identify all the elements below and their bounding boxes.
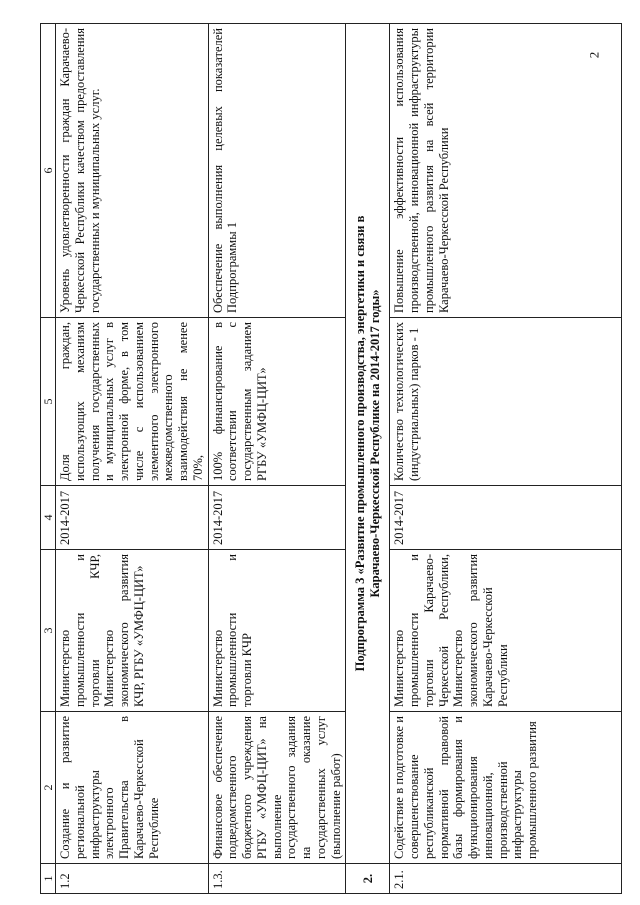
executor-cell: Министерство промышленности и торговли Карачаево-Черкесской Республики, Министерство экономического развития Карачаево-Черкесской Республики <box>390 550 622 712</box>
executor-cell: Министерство промышленности и торговли КЧР, Министерство экономического развития КЧР, РГБУ «УМФЦ-ЦИТ» <box>56 550 209 712</box>
subprogram-title <box>346 24 390 864</box>
indicator-cell: Количество технологических (индустриальных) парков - 1 <box>390 318 622 486</box>
result-cell: Повышение эффективности использования производственной, инновационной инфраструктуры промышленного развития на всей территории Карачаево-Черкесской Республики <box>390 24 622 318</box>
period-cell: 2014-2017 <box>208 486 346 550</box>
result-cell: Обеспечение выполнения целевых показателей Подпрограммы 1 <box>208 24 346 318</box>
subprogram-title-line: Карачаево-Черкесской Республике на 2014-2017 годы» <box>367 289 382 598</box>
row-number: 2.1. <box>390 864 622 894</box>
column-number: 2 <box>41 712 56 864</box>
column-number: 5 <box>41 318 56 486</box>
indicator-cell: Доля граждан, использующих механизм получения государственных и муниципальных услуг в электронной форме, в том числе с использованием элементного электронного межведомственного взаимодействия не менее 70%, <box>56 318 209 486</box>
row-number: 1.2 <box>56 864 209 894</box>
indicator-cell: 100% финансирование в соответствии с государственным заданием РГБУ «УМФЦ-ЦИТ» <box>208 318 346 486</box>
section-number: 2. <box>346 864 390 894</box>
subprogram-title-line: Подпрограмма 3 «Развитие промышленного производства, энергетики и связи в <box>353 215 368 672</box>
column-number: 4 <box>41 486 56 550</box>
event-cell: Содействие в подготовке и совершенствование республиканской нормативной правовой базы формирования и функционирования инновационной, производственной инфраструктуры промышленного развития <box>390 712 622 864</box>
page-number: 2 <box>586 51 601 59</box>
event-cell: Финансовое обеспечение подведомственного бюджетного учреждения РГБУ «УМФЦ-ЦИТ» на выполнение государственного задания на оказание государственных услуг (выполнение работ) <box>208 712 346 864</box>
result-cell: Уровень удовлетворенности граждан Карачаево-Черкесской Республики качеством предоставления государственных и муниципальных услуг. <box>56 24 209 318</box>
table-row <box>390 24 622 894</box>
column-number: 1 <box>41 864 56 894</box>
column-number-row <box>41 24 56 894</box>
event-cell: Создание и развитие региональной инфраструктуры электронного Правительства в Карачаево-Черкесской Республике <box>56 712 209 864</box>
table-row <box>208 24 346 894</box>
period-cell: 2014-2017 <box>56 486 209 550</box>
column-number: 6 <box>41 24 56 318</box>
table-row <box>56 24 209 894</box>
program-table <box>40 23 622 894</box>
period-cell: 2014-2017 <box>390 486 622 550</box>
subprogram-row <box>346 24 390 894</box>
row-number: 1.3. <box>208 864 346 894</box>
document-page <box>40 24 622 894</box>
table-rotated-wrapper <box>40 24 622 894</box>
column-number: 3 <box>41 550 56 712</box>
executor-cell: Министерство промышленности и торговли КЧР <box>208 550 346 712</box>
